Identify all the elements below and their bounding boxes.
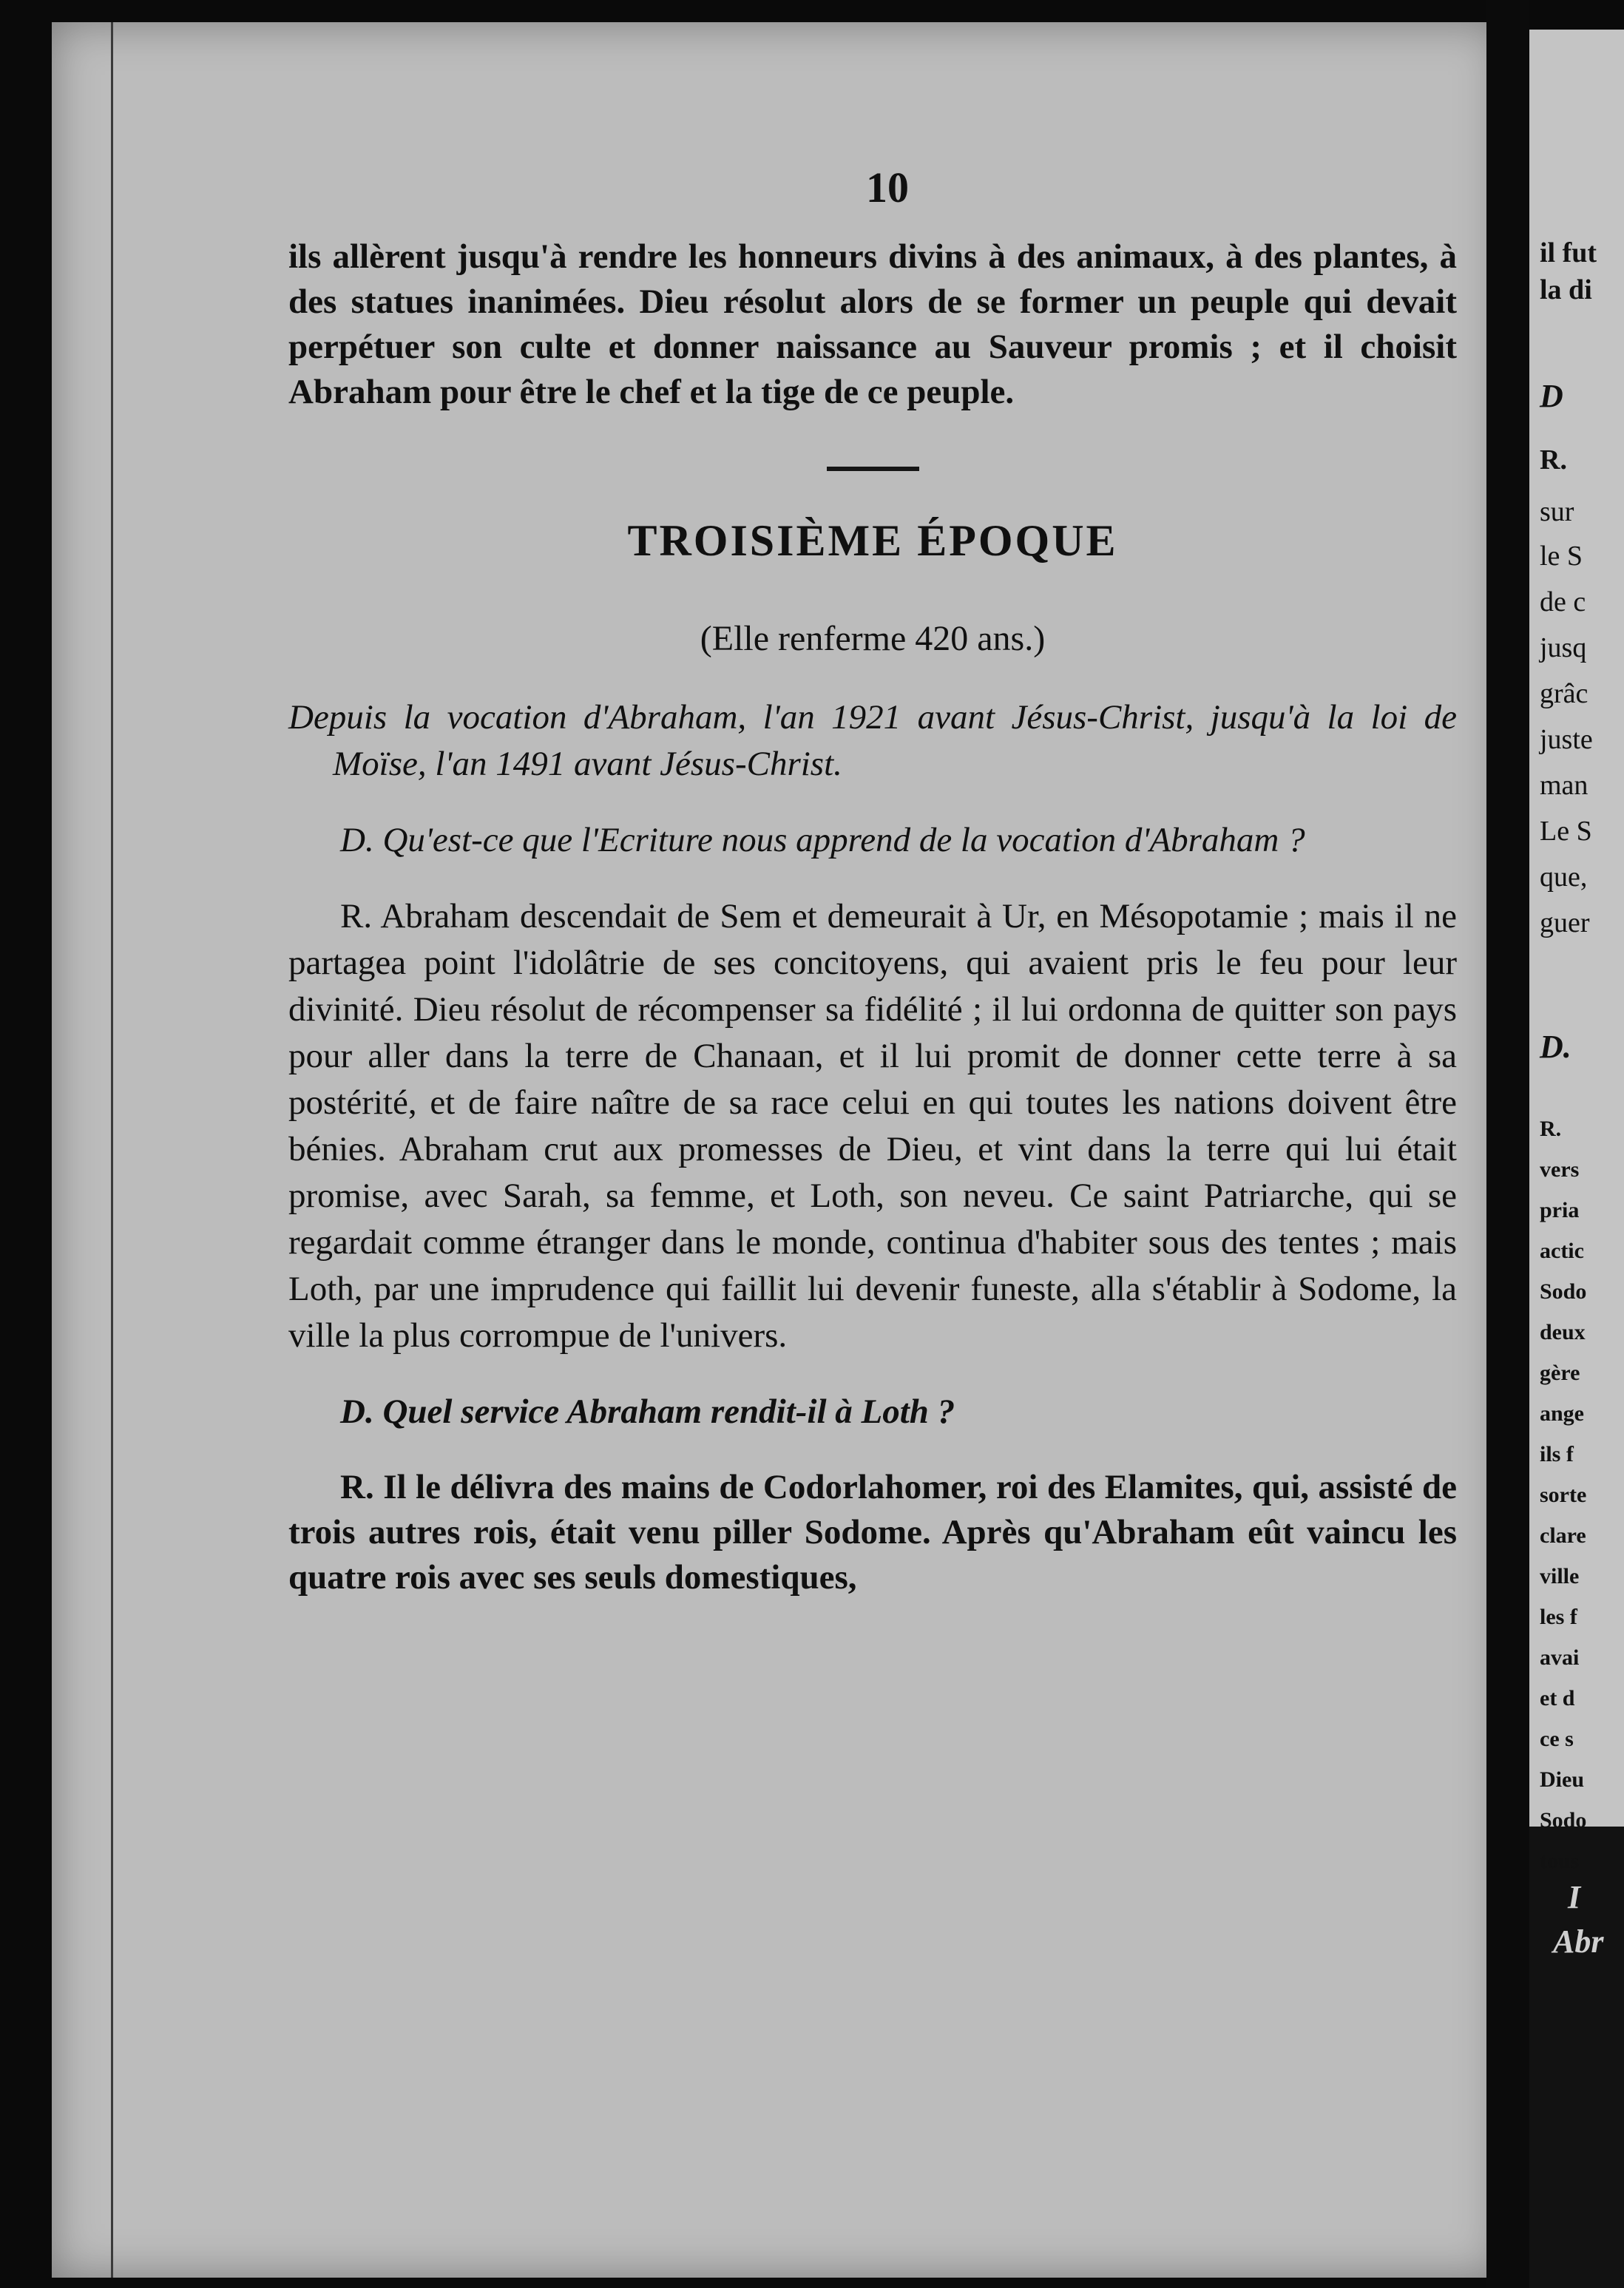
answer-1: R. Abraham descendait de Sem et demeurait à Ur, en Mésopotamie ; mais il ne partagea point l'idolâtrie de ses concitoyens, qui avaient pris le feu pour leur divinité. Dieu résolut de récompenser sa fidélité ; il lui ordonna de quitter son pays pour aller dans la terre de Chanaan, et il lui promit de donner cette terre à sa postérité, et de faire naître de sa race celui en qui toutes les nations doivent être bénies. Abraham crut aux promesses de Dieu, et vint dans la terre qui lui était promise, avec Sarah, sa femme, et Loth, son neveu. Ce saint Patriarche, qui se regardait comme étranger dans le monde, continua d'habiter sous des tentes ; mais Loth, par une imprudence qui faillit lui devenir funeste, alla s'établir à Sodome, la ville la plus corrompue de l'univers.: [288, 897, 1457, 1355]
adjacent-page-fragment: les f: [1540, 1605, 1577, 1629]
adjacent-page-fragment: R.: [1540, 1117, 1562, 1141]
intro-paragraph: ils allèrent jusqu'à rendre les honneurs divins à des animaux, à des plantes, à des statues inanimées. Dieu résolut alors de se former un peuple qui devait perpétuer son culte et donner naissance au Sauveur promis ; et il choisit Abraham pour être le chef et la tige de ce peuple.: [288, 237, 1457, 411]
page-edge-line: [111, 22, 113, 2278]
book-gutter: [1486, 0, 1529, 2288]
adjacent-page-fragment: Sodo: [1540, 1808, 1587, 1832]
adjacent-page-fragment: I: [1568, 1879, 1581, 1915]
adjacent-page-fragment: guer: [1540, 907, 1590, 938]
question-1: D. Qu'est-ce que l'Ecriture nous apprend de la vocation d'Abraham ?: [340, 821, 1305, 859]
adjacent-page-fragment: ce s: [1540, 1727, 1574, 1751]
adjacent-page-fragment: ange: [1540, 1401, 1584, 1426]
adjacent-page-fragment: D.: [1540, 1029, 1571, 1065]
adjacent-page-fragment: ils f: [1540, 1442, 1574, 1466]
adjacent-page-fragment: de c: [1540, 586, 1586, 617]
adjacent-page-fragment: Abr: [1553, 1923, 1604, 1960]
adjacent-page-fragment: clare: [1540, 1523, 1586, 1548]
adjacent-page-fragment: sur: [1540, 496, 1574, 527]
adjacent-page-fragment: pria: [1540, 1198, 1580, 1222]
adjacent-page-fragment: D: [1540, 378, 1563, 414]
adjacent-page-fragment: vers: [1540, 1157, 1580, 1182]
adjacent-page-fragment: et d: [1540, 1686, 1575, 1710]
adjacent-page-fragment: man: [1540, 770, 1589, 801]
adjacent-page-fragment: sorte: [1540, 1483, 1587, 1507]
adjacent-page-fragment: juste: [1540, 724, 1593, 755]
adjacent-page-fragment: actic: [1540, 1239, 1584, 1263]
adjacent-page-fragment: Le S: [1540, 816, 1592, 847]
section-title: TROISIÈME ÉPOQUE: [627, 516, 1118, 565]
adjacent-page-fragment: que,: [1540, 862, 1588, 893]
adjacent-page-fragment: gère: [1540, 1361, 1580, 1385]
page-number: 10: [866, 163, 909, 211]
page-content: [288, 111, 1457, 1600]
answer-2: R. Il le délivra des mains de Codorlahomer, roi des Elamites, qui, assisté de trois autres rois, était venu piller Sodome. Après qu'Abraham eût vaincu les quatre rois avec ses seuls domestiques,: [288, 1468, 1457, 1597]
adjacent-page-fragment: la di: [1540, 274, 1592, 305]
adjacent-page-fragment: il fut: [1540, 237, 1597, 268]
adjacent-page-fragment: ville: [1540, 1564, 1580, 1588]
adjacent-page-fragment: grâc: [1540, 678, 1589, 709]
adjacent-page-fragment: le S: [1540, 541, 1583, 572]
adjacent-page-fragment: avai: [1540, 1645, 1580, 1670]
adjacent-page-fragment: Dieu: [1540, 1767, 1584, 1792]
adjacent-page-fragment: Sodo: [1540, 1279, 1587, 1304]
adjacent-page-fragment: deux: [1540, 1320, 1586, 1344]
adjacent-page-fragment: jusq: [1540, 632, 1587, 663]
section-summary: Depuis la vocation d'Abraham, l'an 1921 avant Jésus-Christ, jusqu'à la loi de Moïse, l'an 1491 avant Jésus-Christ.: [288, 698, 1457, 783]
adjacent-page-fragment: tous: [1540, 1849, 1580, 1873]
adjacent-page-fragment: R.: [1540, 444, 1567, 475]
adjacent-page: [1529, 30, 1624, 1873]
section-divider: [827, 467, 919, 471]
question-2: D. Quel service Abraham rendit-il à Loth ?: [340, 1392, 955, 1431]
section-subtitle: (Elle renferme 420 ans.): [700, 619, 1046, 658]
